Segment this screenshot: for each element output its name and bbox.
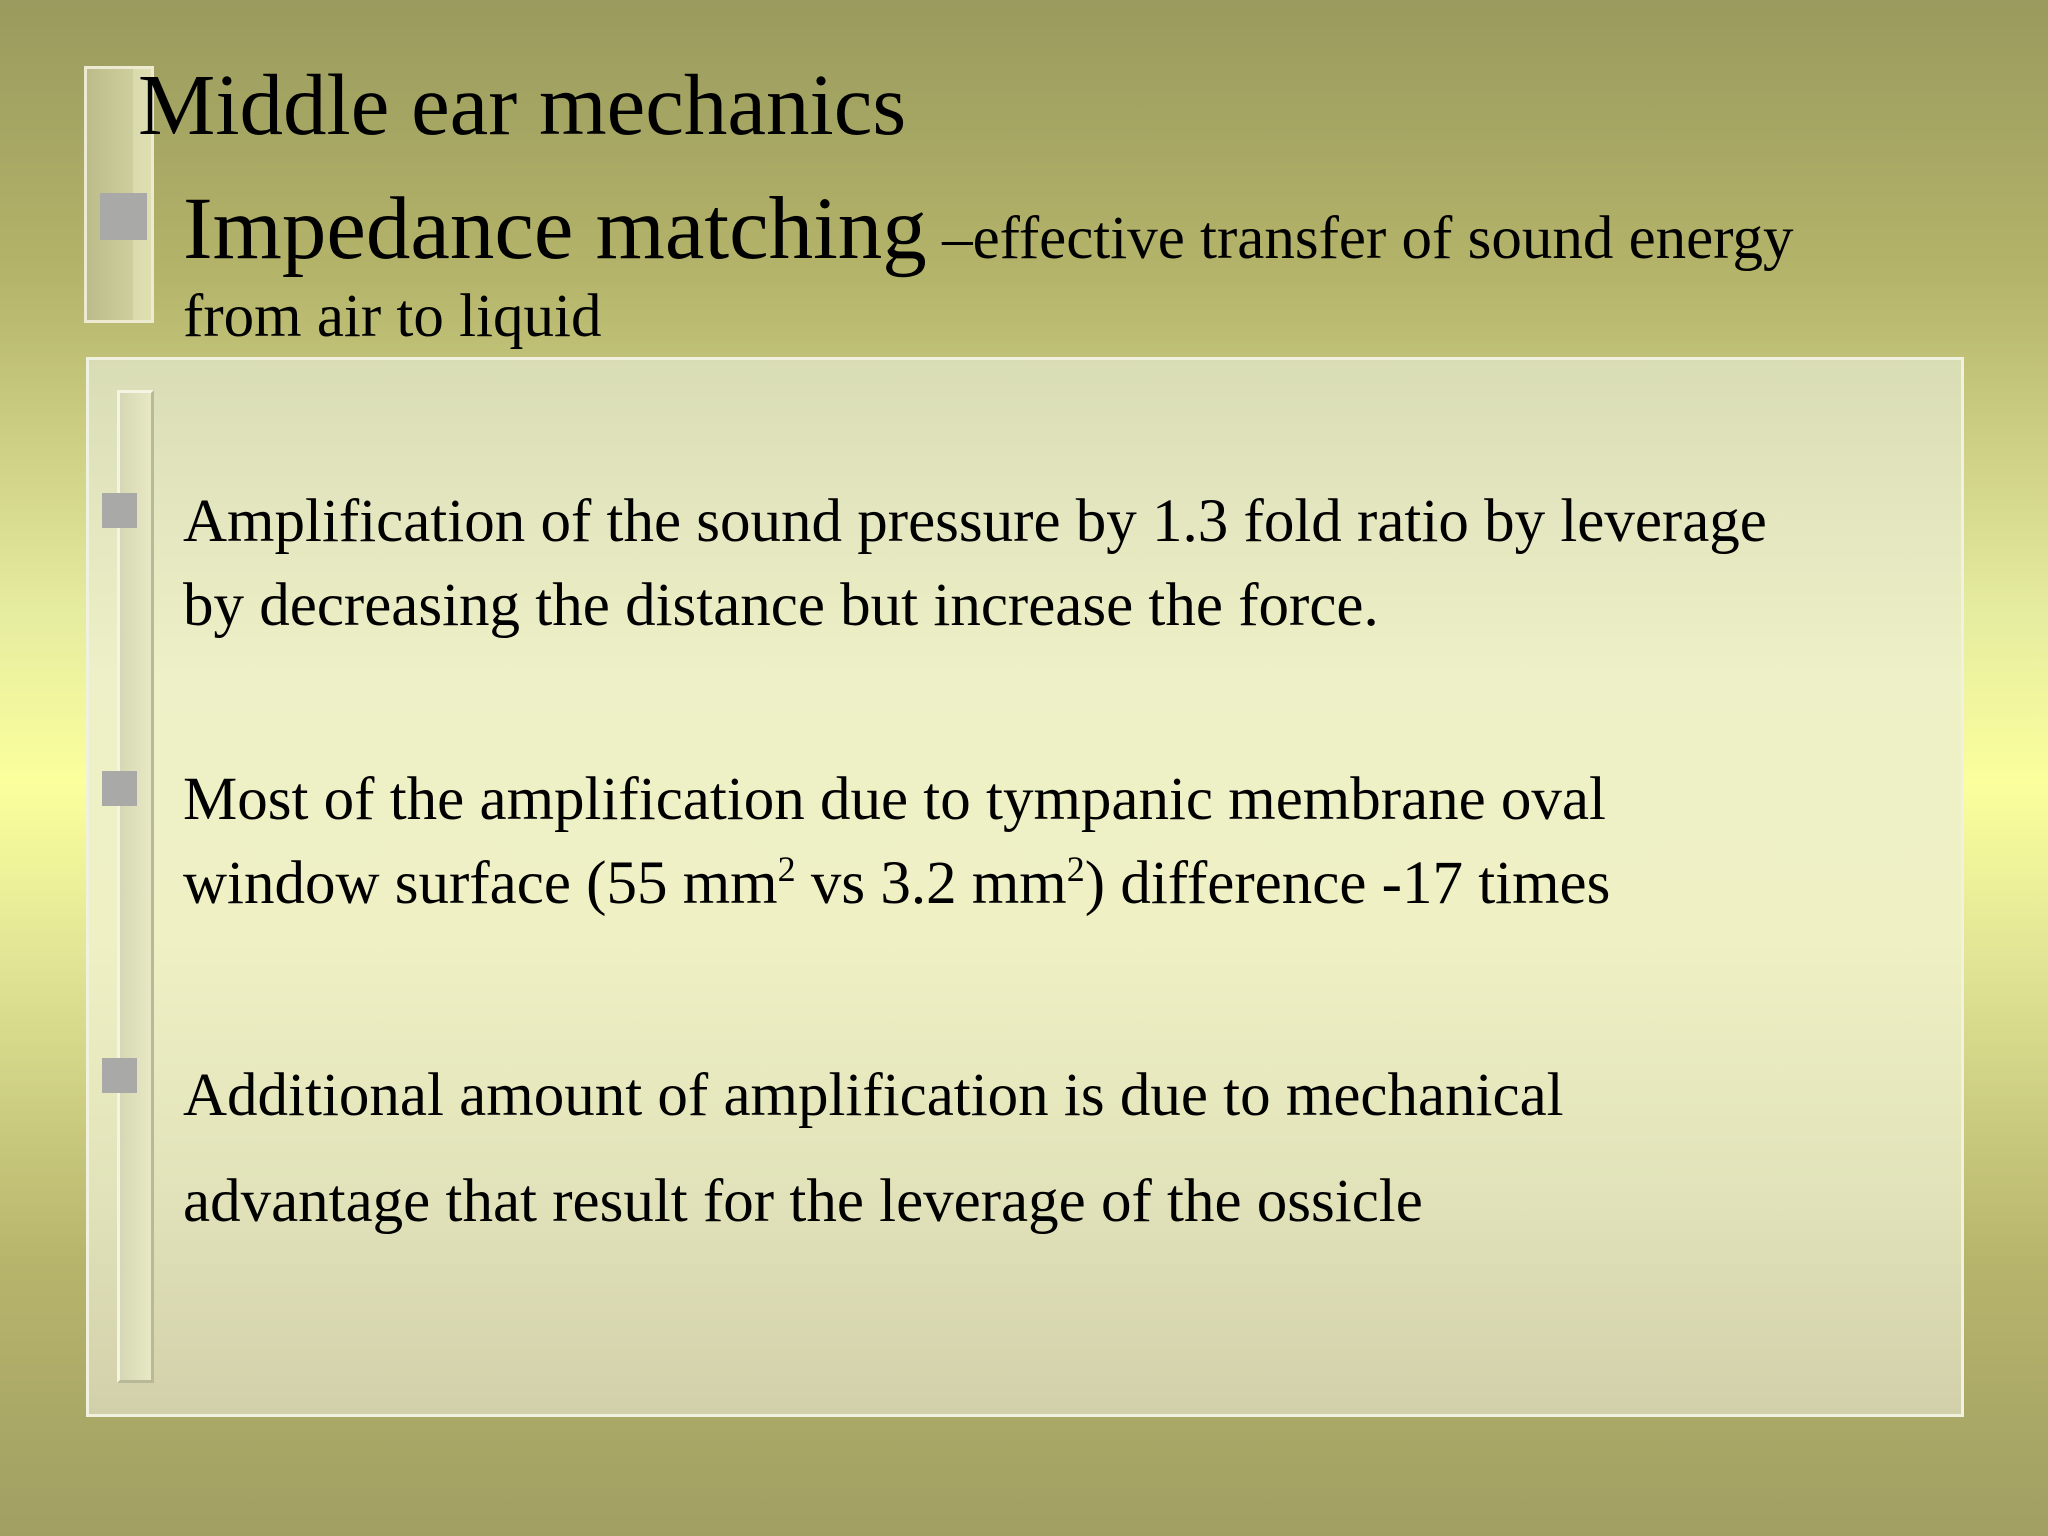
point-line: Additional amount of amplification is due to mechanical [183, 1062, 1564, 1129]
superscript: 2 [777, 849, 796, 889]
point-line: Amplification of the sound pressure by 1.3 fold ratio by leverage [183, 488, 1767, 555]
square-bullet-icon [102, 771, 137, 806]
square-bullet-icon [102, 1058, 137, 1093]
impedance-dash: – [926, 205, 973, 272]
superscript: 2 [1066, 849, 1085, 889]
impedance-matching-point [183, 174, 1983, 350]
bullet-point-leverage [183, 480, 1973, 648]
text-segment: ) difference -17 times [1084, 850, 1611, 917]
text-segment: vs 3.2 mm [795, 850, 1067, 917]
point-line-with-superscripts [183, 842, 1973, 926]
point-line: Most of the amplification due to tympanic membrane oval [183, 766, 1606, 833]
square-bullet-icon [100, 193, 147, 240]
text-segment: window surface (55 mm [183, 850, 778, 917]
impedance-line-1 [183, 174, 1983, 284]
bullet-point-mechanical-advantage [183, 1043, 1973, 1255]
point-line: by decreasing the distance but increase the force. [183, 572, 1379, 639]
impedance-continuation: from air to liquid [183, 283, 602, 350]
impedance-heading: Impedance matching [183, 180, 927, 278]
impedance-definition: effective transfer of sound energy [972, 205, 1794, 272]
bullet-point-surface-area [183, 758, 1973, 926]
content-decoration-rail [117, 390, 154, 1383]
slide-title: Middle ear mechanics [138, 56, 907, 153]
point-line: advantage that result for the leverage of the ossicle [183, 1168, 1423, 1235]
square-bullet-icon [102, 493, 137, 528]
